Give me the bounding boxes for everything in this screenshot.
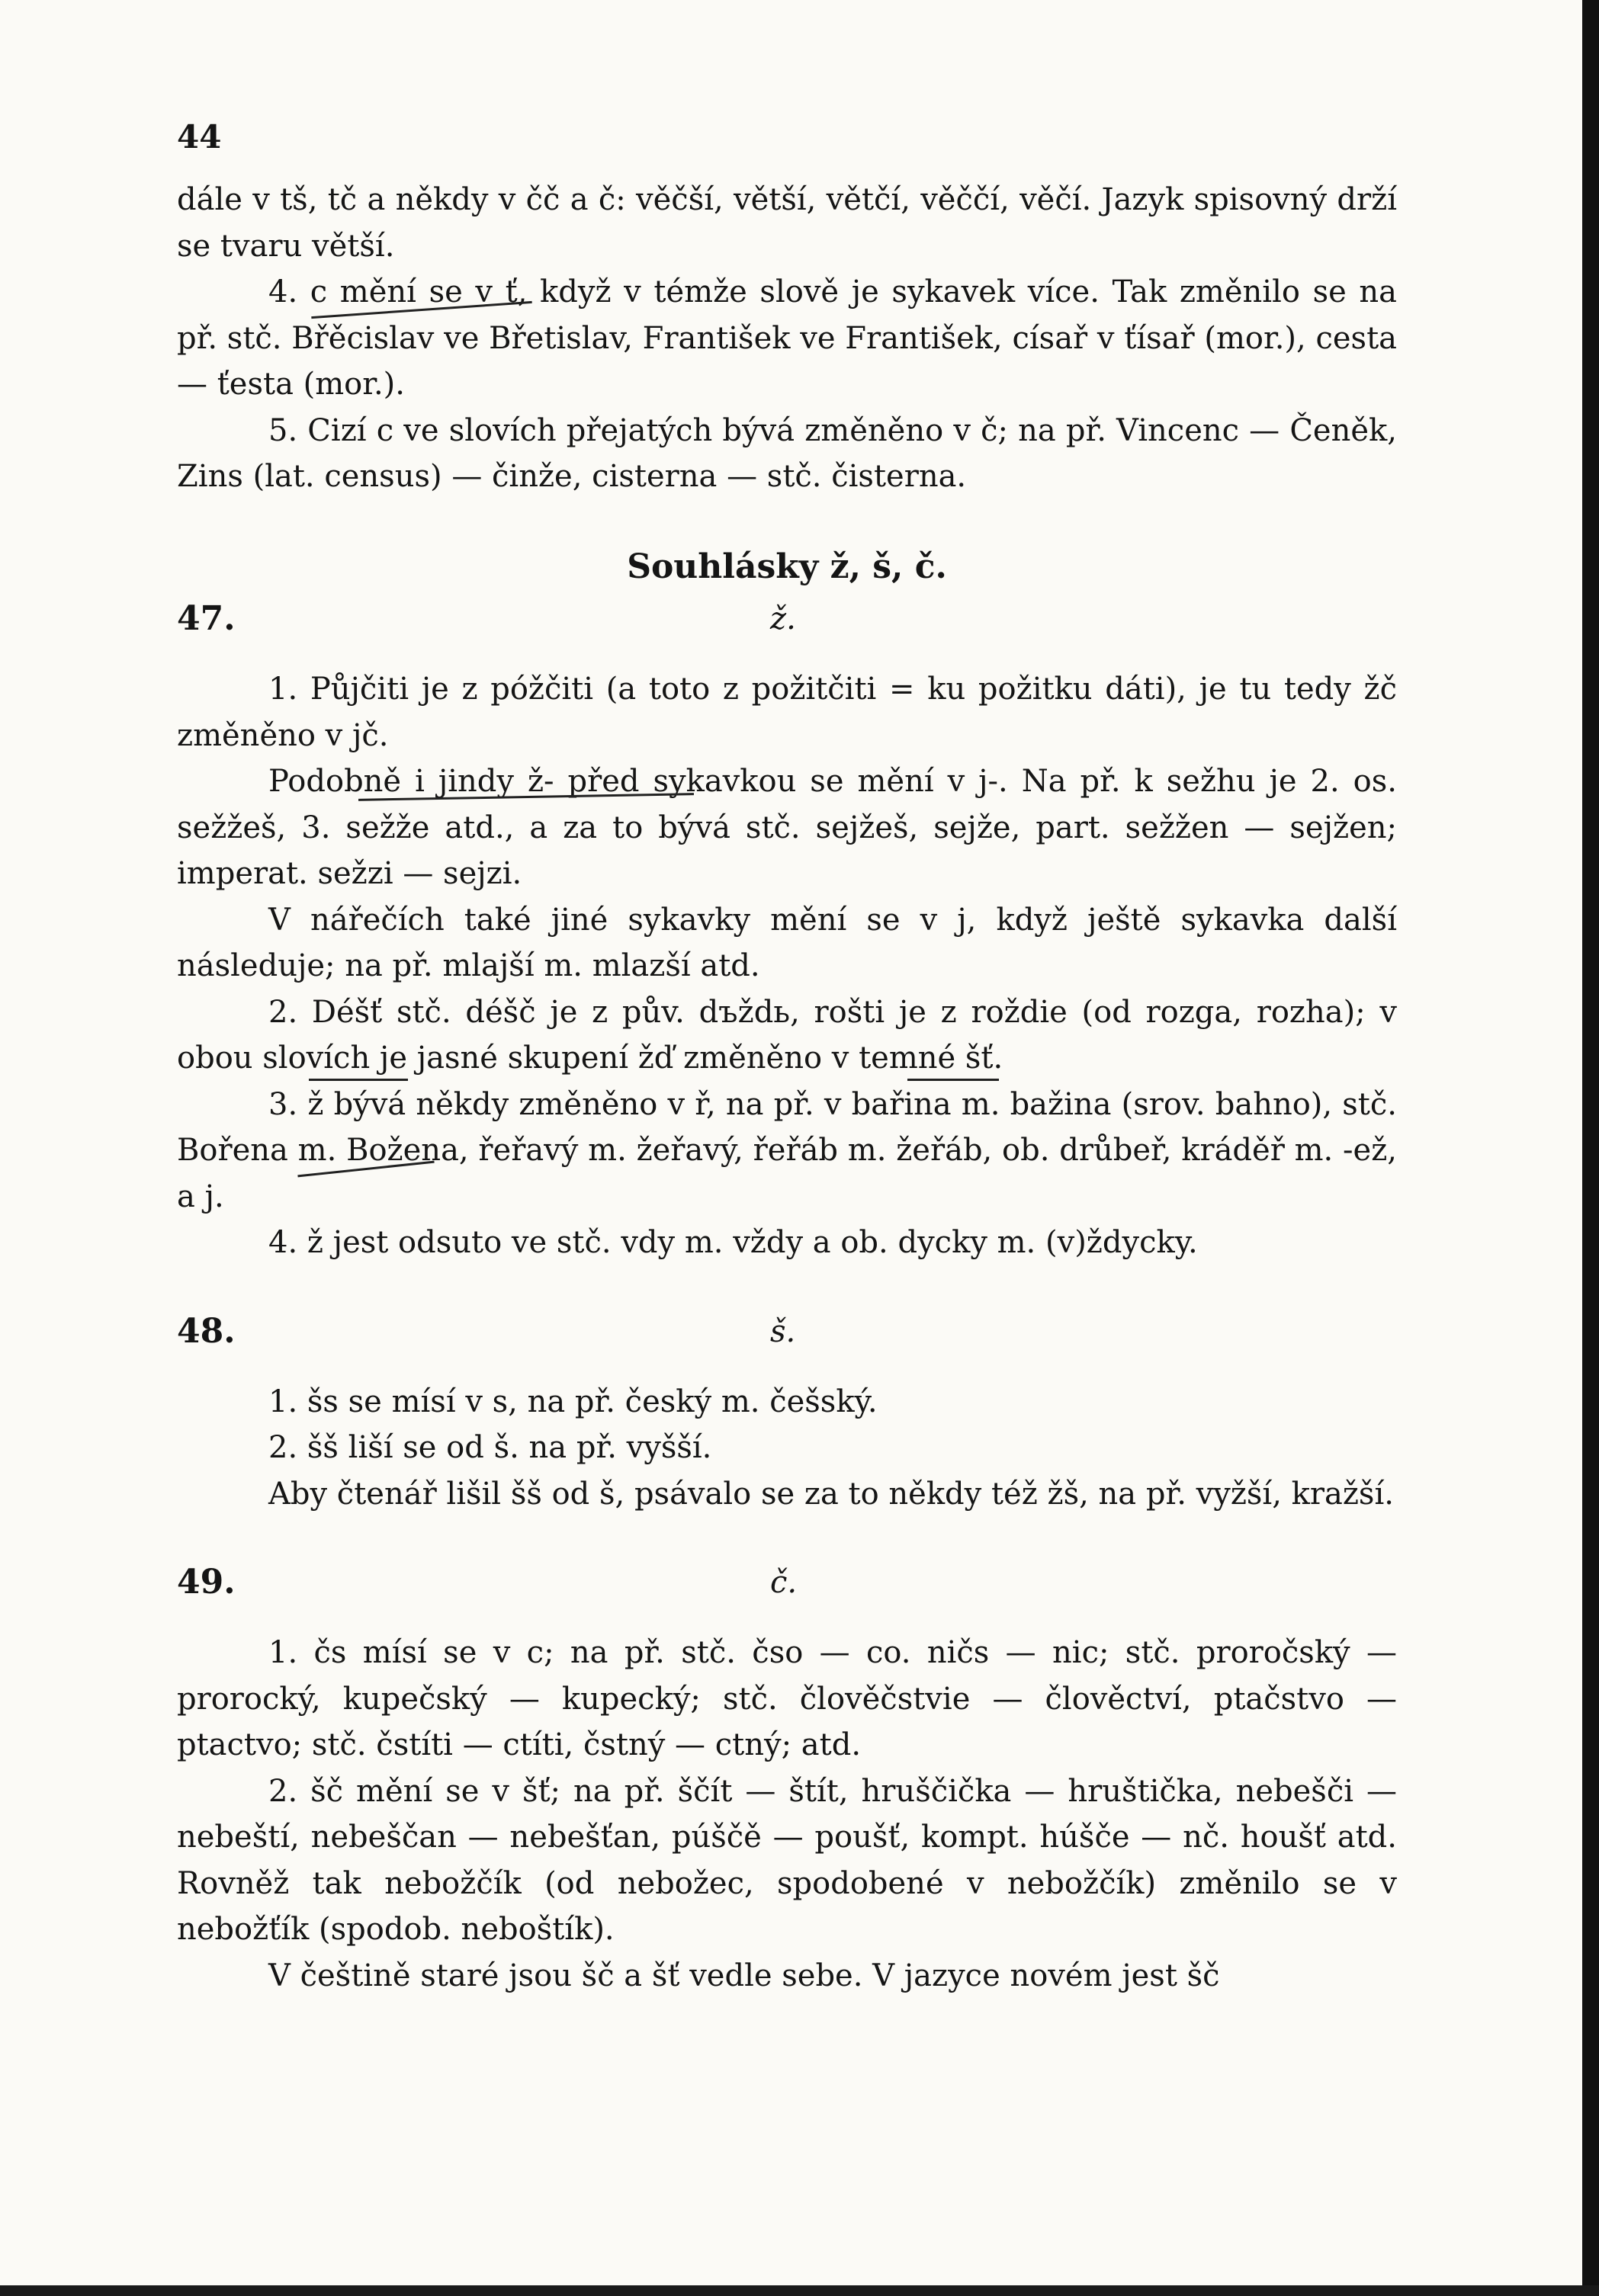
section-letter: ž. [770,601,796,637]
paragraph: 2. šš liší se od š. na př. vyšší. [268,1430,712,1465]
paragraph-intro-1: dále v tš, tč a někdy v čč a č: věčší, větší, větčí, věččí, věčí. Jazyk spisovný drží se tvaru větší. [177,182,1397,264]
scan-edge-bottom [0,2285,1599,2296]
page-content [177,114,1397,1999]
paragraph: 2. šč mění se v šť; na př. ščít — štít, hruščička — hruštička, nebešči — nebeští, nebeščan — nebešťan, púščě — poušť, kompt. húšče — nč. houšť atd. Rovněž tak nebožčík (od nebožec, spodobené v nebožčík) změnilo se v nebožťík (spodob. neboštík). [177,1773,1397,1947]
section-letter: š. [770,1313,796,1349]
section-heading: Souhlásky ž, š, č. [627,547,947,586]
paragraph: 3. ž bývá někdy změněno v ř, na př. v bařina m. bažina (srov. bahno), stč. Bořena m. Božena, řeřavý m. žeřavý, řeřáb m. žeřáb, ob. drůbeř, kráděř m. -ež, a j. [177,1086,1397,1214]
paragraph: 2. Déšť stč. déšč je z pův. dъždь, rošti je z roždie (od rozga, rozha); v obou slovích je jasné skupení žď změněno v temné šť. [177,994,1397,1076]
section-49-header [177,1560,1397,1605]
page-number: 44 [177,118,222,156]
section-number: 49. [177,1563,236,1602]
section-47-header [177,596,1397,642]
pen-underline-mark [309,1079,408,1081]
section-letter: č. [770,1565,798,1600]
paragraph: 1. Půjčiti je z póžčiti (a toto z požitčiti = ku požitku dáti), je tu tedy žč změněno v jč. [177,672,1397,753]
paragraph-intro-3: 5. Cizí c ve slovích přejatých bývá změněno v č; na př. Vincenc — Čeněk, Zins (lat. census) — činže, cisterna — stč. čisterna. [177,412,1397,494]
paragraph: V češtině staré jsou šč a šť vedle sebe. V jazyce novém jest šč [268,1958,1220,1993]
pen-underline-mark [907,1079,999,1081]
section-48-header [177,1309,1397,1355]
section-number: 48. [177,1311,236,1351]
paragraph: Aby čtenář lišil šš od š, psávalo se za to někdy též žš, na př. vyžší, kražší. [268,1476,1394,1512]
paragraph: V nářečích také jiné sykavky mění se v j, když ještě sykavka další následuje; na př. mlajší m. mlazší atd. [177,902,1397,983]
paragraph: 1. šs se mísí v s, na př. český m. češský. [268,1384,878,1419]
paragraph: Podobně i jindy ž- před sykavkou se mění v j-. Na př. k sežhu je 2. os. sežžeš, 3. sežže atd., a za to bývá stč. sejžeš, sejže, part. sežžen — sejžen; imperat. sežzi — sejzi. [177,764,1397,891]
section-number: 47. [177,599,236,638]
paragraph: 1. čs mísí se v c; na př. stč. čso — co. ničs — nic; stč. proročský — prorocký, kupečský — kupecký; stč. člověčstvie — člověctví, ptačstvo — ptactvo; stč. čstíti — ctíti, čstný — ctný; atd. [177,1635,1397,1762]
scan-edge-right [1582,0,1599,2296]
paragraph: 4. ž jest odsuto ve stč. vdy m. vždy a ob. dycky m. (v)ždycky. [268,1225,1198,1260]
paragraph-intro-2: 4. c mění se v ť, když v témže slově je sykavek více. Tak změnilo se na př. stč. Břěcislav ve Břetislav, František ve František, císař v ťísař (mor.), cesta — ťesta (mor.). [177,274,1397,402]
